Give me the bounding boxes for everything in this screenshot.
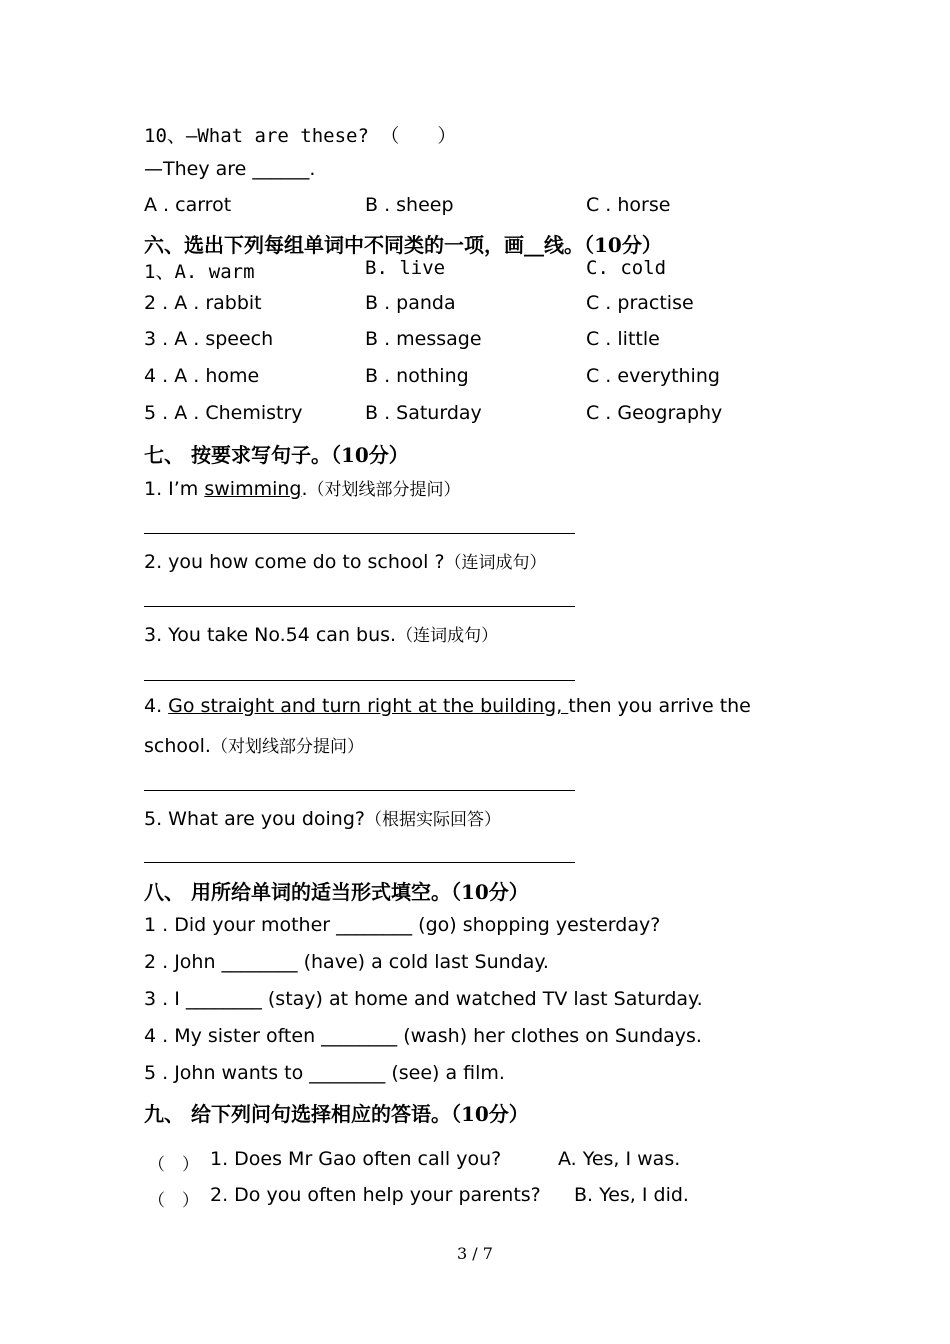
s6-row5-a: 5 . A . Chemistry <box>144 402 303 424</box>
s6-row3-b: B . message <box>365 328 482 350</box>
s7-q3-note: （连词成句） <box>396 626 499 646</box>
s7-q4-line1 <box>144 695 751 717</box>
s7-q2-text: 2. you how come do to school ? <box>144 551 445 573</box>
answer-line-2 <box>144 606 575 607</box>
s6-row5-c: C . Geography <box>586 402 723 424</box>
s6-row2-b: B . panda <box>365 292 456 314</box>
q10-question: 10、—What are these? （ ） <box>144 125 457 147</box>
s7-q1 <box>144 475 461 500</box>
s7-q3-text: 3. You take No.54 can bus. <box>144 624 397 646</box>
s7-q5-note: （根据实际回答） <box>365 810 501 830</box>
q10-option-a: A . carrot <box>144 194 232 216</box>
s6-row2-c: C . practise <box>586 292 694 314</box>
q10-answer-line: —They are ______. <box>144 158 316 180</box>
s7-q4-note: （对划线部分提问） <box>210 737 364 757</box>
s6-row3-c: C . little <box>586 328 660 350</box>
section8-title: 八、 用所给单词的适当形式填空。（10分） <box>144 880 529 904</box>
section6-title: 六、选出下列每组单词中不同类的一项，画__线。（10分） <box>144 233 662 257</box>
s7-q3 <box>144 621 498 646</box>
answer-line-5 <box>144 862 575 863</box>
s7-q4-underlined: Go straight and turn right at the building, <box>168 695 569 717</box>
q10-option-b: B . sheep <box>365 194 454 216</box>
s7-q1-post: . <box>301 478 308 500</box>
s7-q1-underlined: swimming <box>204 478 302 500</box>
s9-item2-answer: B. Yes, I did. <box>574 1184 689 1206</box>
s8-item-4: 4 . My sister often ________ (wash) her clothes on Sundays. <box>144 1025 702 1047</box>
s7-q4-pre: 4. <box>144 695 169 717</box>
s9-item2-question: 2. Do you often help your parents? <box>210 1184 541 1206</box>
s7-q2 <box>144 548 547 573</box>
s7-q2-note: （连词成句） <box>444 553 547 573</box>
answer-line-3 <box>144 680 575 681</box>
s7-q1-pre: 1. I’m <box>144 478 205 500</box>
s7-q4-line2-text: school. <box>144 735 211 757</box>
s6-row4-c: C . everything <box>586 365 720 387</box>
s6-row1-c: C. cold <box>586 257 667 279</box>
s9-item1-paren: （ ） <box>148 1155 199 1175</box>
s7-q4-post: then you arrive the <box>568 695 751 717</box>
s6-row3-a: 3 . A . speech <box>144 328 274 350</box>
s7-q5-text: 5. What are you doing? <box>144 808 365 830</box>
s8-item-3: 3 . I ________ (stay) at home and watched TV last Saturday. <box>144 988 703 1010</box>
s7-q5 <box>144 805 501 830</box>
s6-row1-b: B. live <box>365 257 446 279</box>
s9-item2-paren: （ ） <box>148 1191 199 1211</box>
page-number: 3 / 7 <box>457 1244 493 1263</box>
s9-item1-answer: A. Yes, I was. <box>558 1148 681 1170</box>
s7-q1-note: （对划线部分提问） <box>307 480 461 500</box>
answer-line-1 <box>144 533 575 534</box>
answer-line-4 <box>144 790 575 791</box>
q10-option-c: C . horse <box>586 194 671 216</box>
section7-title: 七、 按要求写句子。（10分） <box>144 443 409 467</box>
s6-row2-a: 2 . A . rabbit <box>144 292 262 314</box>
section9-title: 九、 给下列问句选择相应的答语。（10分） <box>144 1102 529 1126</box>
s6-row5-b: B . Saturday <box>365 402 482 424</box>
s7-q4-line2 <box>144 732 364 757</box>
s8-item-5: 5 . John wants to ________ (see) a film. <box>144 1062 505 1084</box>
s9-item1-question: 1. Does Mr Gao often call you? <box>210 1148 502 1170</box>
s8-item-2: 2 . John ________ (have) a cold last Sunday. <box>144 951 549 973</box>
s8-item-1: 1 . Did your mother ________ (go) shopping yesterday? <box>144 914 661 936</box>
s6-row4-a: 4 . A . home <box>144 365 260 387</box>
s6-row4-b: B . nothing <box>365 365 469 387</box>
s6-row1-a: 1、A. warm <box>144 261 255 283</box>
